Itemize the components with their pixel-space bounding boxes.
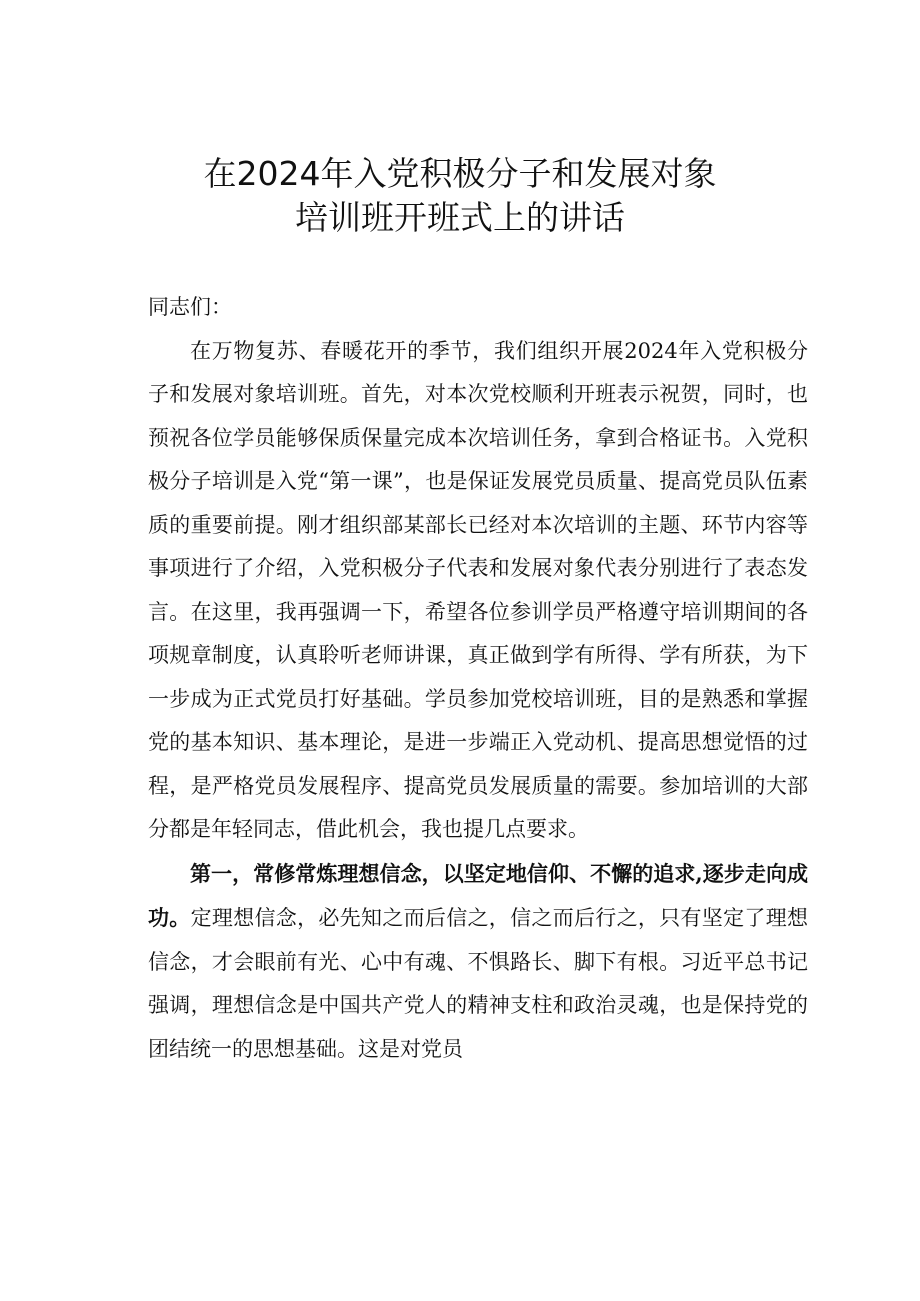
document-body (148, 286, 808, 1071)
paragraph-intro: 在万物复苏、春暖花开的季节，我们组织开展2024年入党积极分子和发展对象培训班。首先，对本次党校顺利开班表示祝贺，同时，也预祝各位学员能够保质保量完成本次培训任务，拿到合格证书。入党积极分子培训是入党“第一课”，也是保证发展党员质量、提高党员队伍素质的重要前提。刚才组织部某部长已经对本次培训的主题、环节内容等事项进行了介绍，入党积极分子代表和发展对象代表分别进行了表态发言。在这里，我再强调一下，希望各位参训学员严格遵守培训期间的各项规章制度，认真聆听老师讲课，真正做到学有所得、学有所获，为下一步成为正式党员打好基础。学员参加党校培训班，目的是熟悉和掌握党的基本知识、基本理论，是进一步端正入党动机、提高思想觉悟的过程，是严格党员发展程序、提高党员发展质量的需要。参加培训的大部分都是年轻同志，借此机会，我也提几点要求。 (148, 338, 808, 841)
salutation: 同志们： (148, 295, 232, 319)
paragraph-first-point-lead: 第一，常修常炼理想信念，以坚定地信仰、不懈的追求,逐步走向成功。 (148, 860, 808, 930)
paragraph-first-point-body: 定理想信念，必先知之而后信之，信之而后行之，只有坚定了理想信念，才会眼前有光、心中有魂、不惧路长、脚下有根。习近平总书记强调，理想信念是中国共产党人的精神支柱和政治灵魂，也是保持党的团结统一的思想基础。这是对党员 (148, 906, 809, 1061)
title-line-1: 在2024年入党积极分子和发展对象 (203, 154, 717, 193)
title-line-2: 培训班开班式上的讲话 (295, 198, 625, 237)
document-title (0, 152, 920, 240)
paragraph-first-point (148, 852, 808, 1072)
